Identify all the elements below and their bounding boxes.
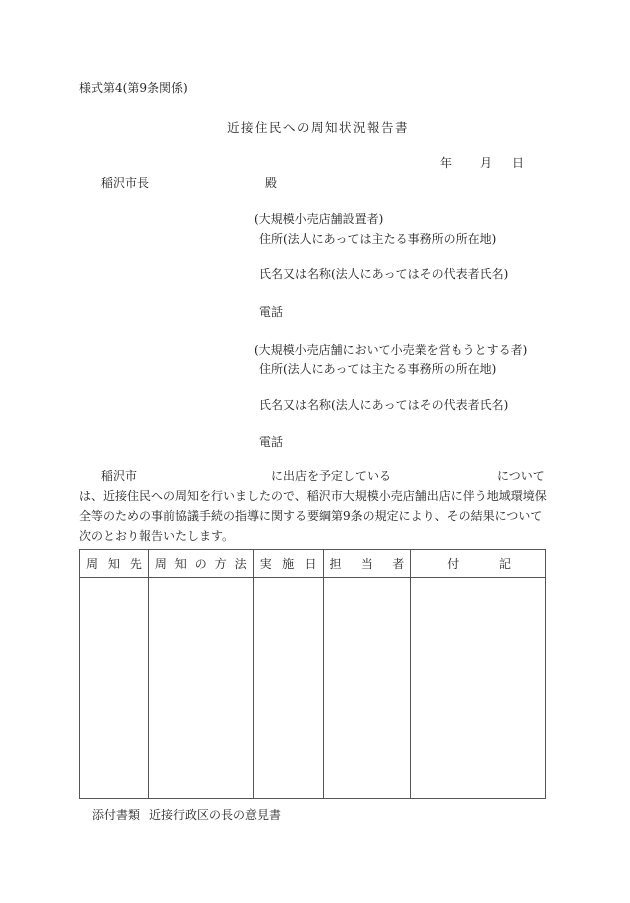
header-char: 周 (86, 557, 99, 571)
form-number: 様式第4(第9条関係) (79, 81, 188, 95)
table-row (80, 578, 546, 799)
retailer-heading: (大規模小売店舗において小売業を営もうとする者) (254, 343, 528, 357)
date-day-label: 日 (512, 156, 525, 170)
header-char: 当 (360, 557, 373, 571)
installer-address-label: 住所(法人にあっては主たる事務所の所在地) (259, 232, 497, 246)
addressee-name: 稲沢市長 (101, 176, 150, 190)
header-char: 付 (447, 557, 460, 571)
header-implementation-date-chars (260, 555, 317, 572)
header-implementation-date (253, 550, 323, 578)
table-header-row (80, 550, 546, 578)
date-year-label: 年 (440, 156, 453, 170)
report-body (79, 466, 549, 546)
notification-table (79, 549, 546, 799)
retailer-address-label: 住所(法人にあっては主たる事務所の所在地) (259, 362, 497, 376)
document-title: 近接住民への周知状況報告書 (227, 120, 410, 135)
header-notification-method (148, 550, 253, 578)
header-notified-party (80, 550, 149, 578)
header-char: 方 (214, 557, 227, 571)
body-city: 稲沢市 (101, 469, 138, 483)
header-char: 記 (498, 557, 511, 571)
date-month-label: 月 (480, 156, 493, 170)
cell-notification-method[interactable] (148, 578, 253, 799)
header-char: 者 (392, 557, 405, 571)
addressee-honorific: 殿 (265, 176, 278, 190)
header-char: 担 (329, 557, 342, 571)
header-person-in-charge (323, 550, 411, 578)
body-about: について (497, 469, 545, 483)
retailer-name-label: 氏名又は名称(法人にあってはその代表者氏名) (259, 398, 509, 412)
header-char: 知 (107, 557, 120, 571)
body-line-4: 次のとおり報告いたします。 (79, 529, 235, 543)
header-char: 周 (154, 557, 167, 571)
header-person-in-charge-chars (330, 555, 405, 572)
attachment-label: 添付書類 (92, 808, 141, 822)
header-notified-party-chars (86, 555, 142, 572)
cell-notified-party[interactable] (80, 578, 149, 799)
installer-phone-label: 電話 (259, 305, 284, 319)
cell-person-in-charge[interactable] (323, 578, 411, 799)
header-char: 実 (259, 557, 272, 571)
attachment-value: 近接行政区の長の意見書 (149, 808, 282, 822)
body-line-2: は、近接住民への周知を行いましたので、稲沢市大規模小売店舗出店に伴う地域環境保 (79, 489, 547, 503)
body-store-plan: に出店を予定している (271, 469, 392, 483)
header-remarks (411, 550, 546, 578)
header-char: 施 (282, 557, 295, 571)
installer-name-label: 氏名又は名称(法人にあってはその代表者氏名) (259, 267, 509, 281)
header-char: の (194, 557, 207, 571)
header-remarks-chars (417, 555, 539, 572)
cell-implementation-date[interactable] (253, 578, 323, 799)
header-char: 先 (129, 557, 142, 571)
body-line-3: 全等のための事前協議手続の指導に関する要綱第9条の規定により、その結果について (79, 509, 543, 523)
header-char: 法 (234, 557, 247, 571)
cell-remarks[interactable] (411, 578, 546, 799)
installer-heading: (大規模小売店舗設置者) (254, 212, 384, 226)
header-notification-method-chars (155, 555, 247, 572)
header-char: 日 (304, 557, 317, 571)
retailer-phone-label: 電話 (259, 435, 284, 449)
header-char: 知 (174, 557, 187, 571)
